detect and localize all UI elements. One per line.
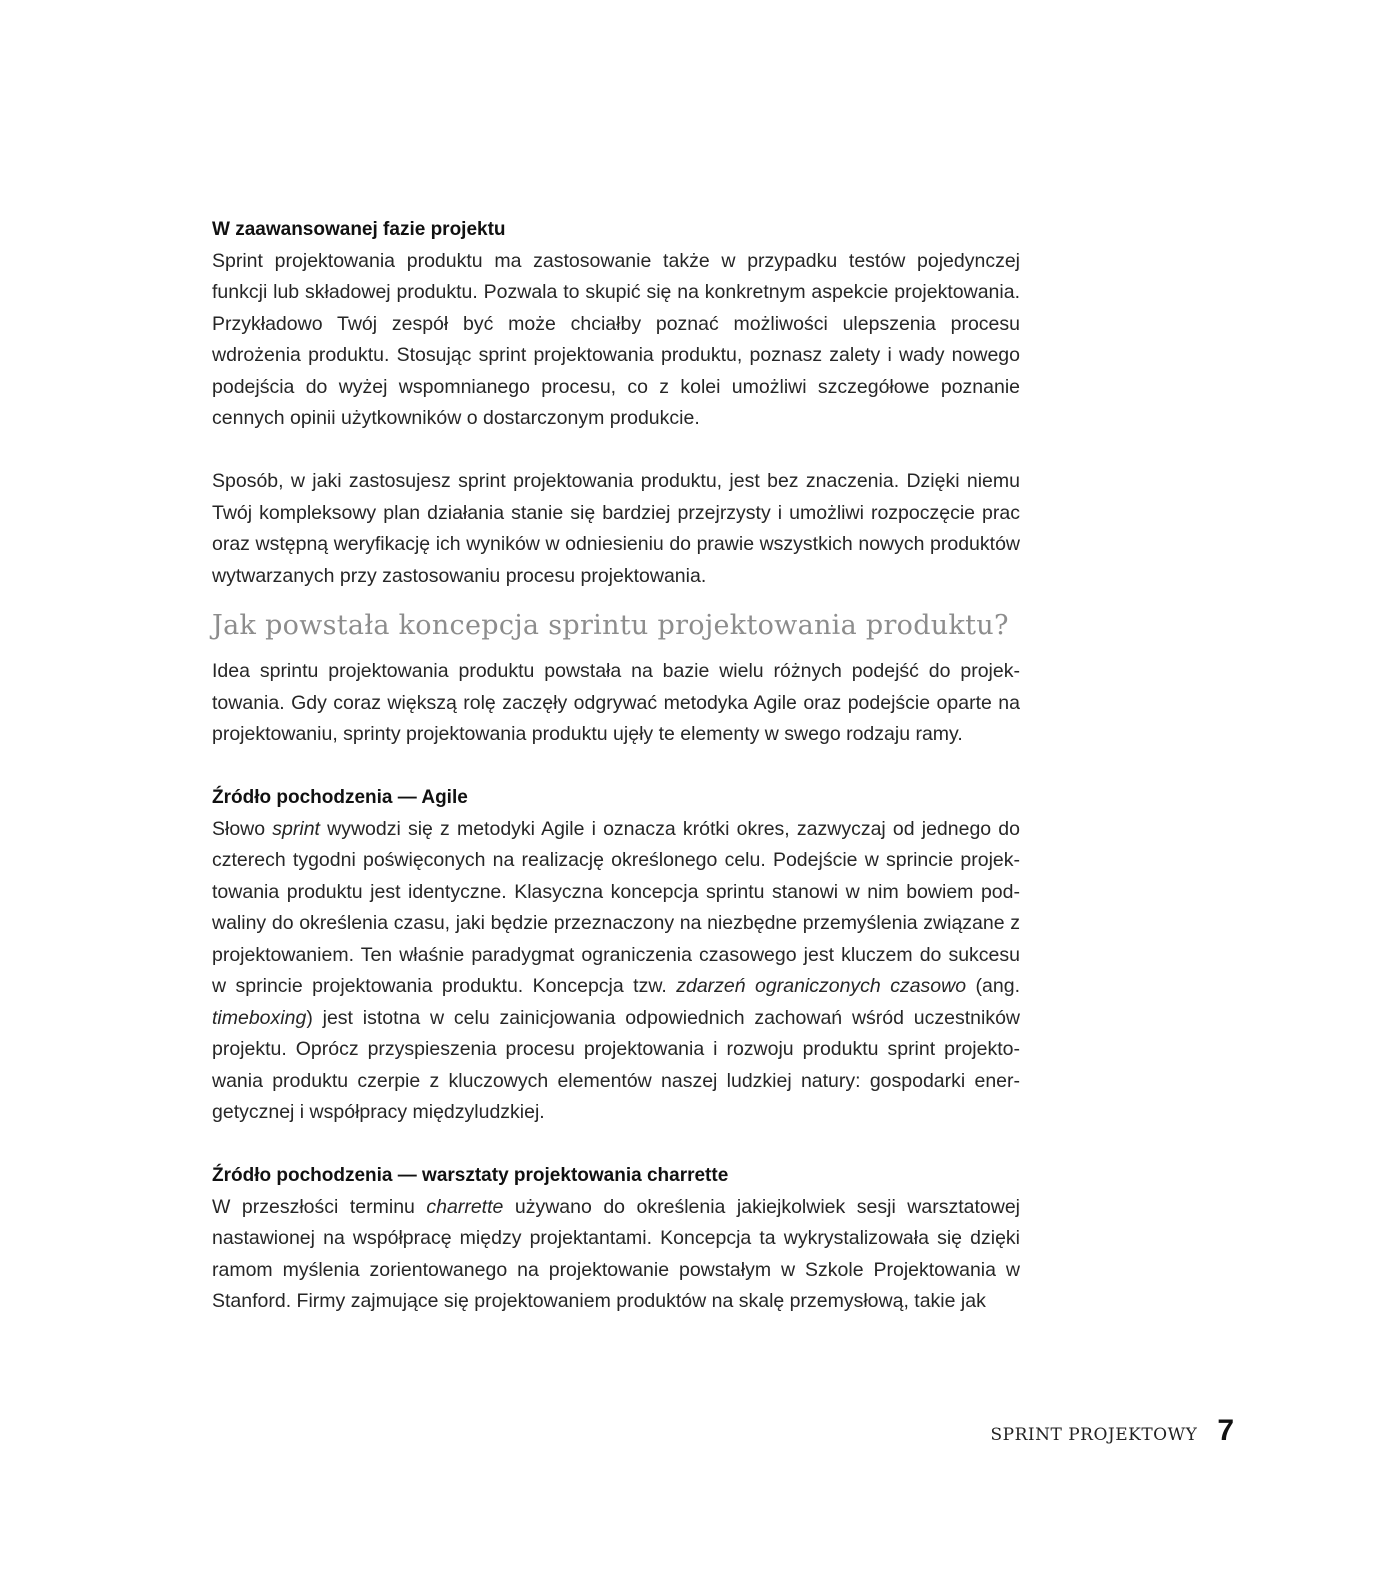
section-heading-charrette: Źródło pochodzenia — warsztaty projektowania charrette [212,1165,729,1186]
text-run: wywodzi się z metodyki Agile i oznacza krótki okres, zazwyczaj od jednego do czterech tygodni poświęconych na realizację określonego celu. Podejście w sprincie projektowania produktu jest identyczne. Klasyczna koncepcja sprintu stanowi w nim bowiem podwaliny do określenia czasu, jaki będzie przeznaczony na niezbędne przemyślenia związane z projektowaniem. Ten właśnie paradygmat ograniczenia czasowego jest kluczem do sukcesu w sprincie projektowania produktu. Koncepcja tzw. [212,817,1020,997]
running-footer-title: SPRINT PROJEKTOWY [990,1425,1198,1445]
page-footer [991,1414,1234,1448]
paragraph-charrette [212,1192,1020,1318]
text-run: W przeszłości terminu [212,1195,427,1218]
italic-term-timeboxing: timeboxing [212,1006,307,1029]
paragraph-spacer [212,751,1020,783]
text-run: (ang. [966,975,1020,997]
paragraph-origin: Idea sprintu projektowania produktu powstała na bazie wielu różnych podejść do projektowania. Gdy coraz większą rolę zaczęły odgrywać metodyka Agile oraz podejście oparte na projektowaniu, sprinty projektowania produktu ujęły te elementy w swego rodzaju ramy. [212,660,1020,745]
italic-term-timeboxed-events: zdarzeń ograniczonych czasowo [676,975,967,997]
text-run: używano do określenia jakiejkolwiek sesji warsztatowej nastawionej na współpracę między projektantami. Koncepcja ta wykrystalizowała się dzięki ramom myślenia zorientowanego na projektowanie powstałym w Szkole Projektowania w Stanford. Firmy zajmujące się projektowaniem produktów na skalę przemysłową, takie jak [212,1195,1020,1312]
chapter-heading-origin: Jak powstała koncepcja sprintu projektowania produktu? [212,610,1009,641]
paragraph-agile [212,814,1020,1129]
section-heading-agile: Źródło pochodzenia — Agile [212,787,468,808]
paragraph-advanced-phase: Sprint projektowania produktu ma zastosowanie także w przypadku testów pojedynczej funkcji lub składowej produktu. Pozwala to skupić się na konkretnym aspekcie projektowania. Przykładowo Twój zespół być może chciałby poznać możliwości ulepszenia procesu wdrożenia produktu. Stosując sprint projektowania produktu, poznasz zalety i wady nowego podejścia do wyżej wspomnianego procesu, co z kolei umożliwi szczegółowe poznanie cennych opinii użytkowników o dostarczonym produkcie. [212,249,1020,429]
paragraph-spacer [212,1129,1020,1161]
paragraph-spacer [212,435,1020,467]
italic-term-sprint: sprint [272,817,320,840]
italic-term-charrette: charrette [426,1195,504,1218]
text-run: ) jest istotna w celu zainicjowania odpowiednich zachowań wśród uczestników projektu. Oprócz przyspieszenia procesu projektowania i rozwoju produktu sprint projektowania produktu czerpie z kluczowych elementów naszej ludzkiej natury: gospodarki energetycznej i współpracy międzyludzkiej. [212,1006,1020,1123]
page-content [212,214,1020,1318]
paragraph-usage: Sposób, w jaki zastosujesz sprint projektowania produktu, jest bez znaczenia. Dzięki niemu Twój kompleksowy plan działania stanie się bardziej przejrzysty i umożliwi rozpoczęcie prac oraz wstępną weryfikację ich wyników w odniesieniu do prawie wszystkich nowych produktów wytwarzanych przy zastosowaniu procesu projektowania. [212,470,1020,587]
section-heading-advanced-phase: W zaawansowanej fazie projektu [212,219,506,240]
text-run: Słowo [212,817,273,840]
page-number: 7 [1217,1414,1234,1447]
